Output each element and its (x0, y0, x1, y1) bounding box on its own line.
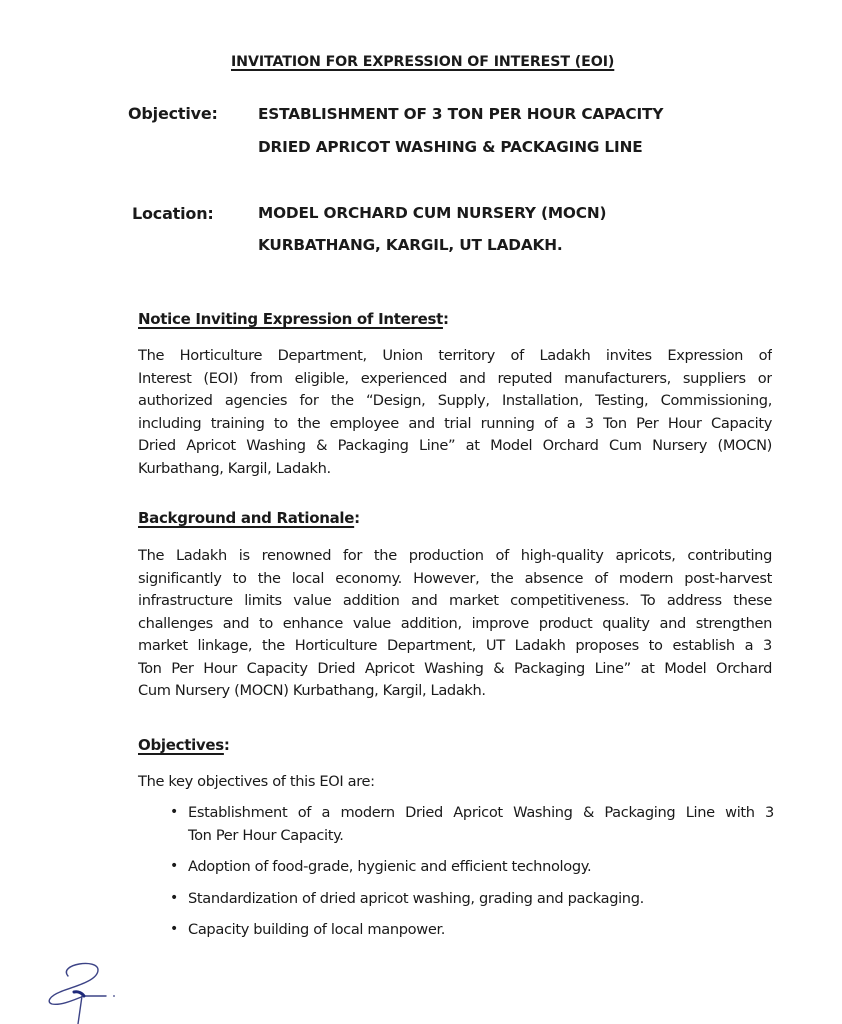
background-line: market linkage, the Horticulture Department, UT Ladakh proposes to establish a 3 (138, 637, 772, 654)
background-heading-text: Background and Rationale (138, 509, 355, 527)
objectives-heading (138, 736, 230, 754)
objectives-heading-text: Objectives (138, 736, 224, 754)
objective-item (170, 919, 774, 942)
objective-line-2: DRIED APRICOT WASHING & PACKAGING LINE (258, 138, 643, 156)
background-line: Cum Nursery (MOCN) Kurbathang, Kargil, Ladakh. (138, 682, 486, 699)
background-paragraph (138, 545, 772, 703)
objective-label: Objective: (128, 104, 218, 123)
bullet-icon: • (170, 858, 178, 874)
location-label: Location: (132, 204, 214, 223)
notice-line: The Horticulture Department, Union territory of Ladakh invites Expression of (138, 347, 772, 364)
objective-item-text: Adoption of food-grade, hygienic and efficient technology. (188, 858, 592, 875)
document-title: INVITATION FOR EXPRESSION OF INTEREST (EOI) (231, 54, 615, 70)
notice-heading (138, 310, 449, 328)
objective-item (170, 888, 774, 911)
notice-heading-text: Notice Inviting Expression of Interest (138, 310, 443, 328)
background-line: significantly to the local economy. However, the absence of modern post-harvest (138, 569, 772, 587)
objectives-intro: The key objectives of this EOI are: (138, 773, 375, 790)
background-heading (138, 509, 360, 527)
notice-line: Interest (EOI) from eligible, experienced and reputed manufacturers, suppliers or (138, 369, 772, 387)
notice-line: Kurbathang, Kargil, Ladakh. (138, 459, 331, 477)
location-line-1: MODEL ORCHARD CUM NURSERY (MOCN) (258, 204, 607, 222)
bullet-icon: • (170, 921, 178, 937)
objective-item (170, 802, 774, 847)
notice-line: authorized agencies for the “Design, Supply, Installation, Testing, Commissioning, (138, 392, 772, 409)
background-line: Ton Per Hour Capacity Dried Apricot Washing & Packaging Line” at Model Orchard (138, 659, 772, 677)
notice-heading-colon: : (442, 310, 449, 328)
notice-line: including training to the employee and trial running of a 3 Ton Per Hour Capacity (138, 414, 772, 432)
background-line: The Ladakh is renowned for the production of high-quality apricots, contributing (138, 547, 772, 564)
objective-item (170, 856, 774, 879)
notice-line: Dried Apricot Washing & Packaging Line” at Model Orchard Cum Nursery (MOCN) (138, 437, 772, 454)
notice-paragraph (138, 345, 772, 480)
bullet-icon: • (170, 804, 178, 820)
objective-line-1: ESTABLISHMENT OF 3 TON PER HOUR CAPACITY (258, 105, 664, 123)
objective-item-text: Standardization of dried apricot washing, grading and packaging. (188, 889, 644, 907)
objective-item-text: Ton Per Hour Capacity. (188, 826, 344, 844)
objectives-list (170, 802, 774, 942)
background-line: challenges and to enhance value addition, improve product quality and strengthen (138, 614, 772, 632)
objectives-heading-colon: : (223, 736, 230, 754)
background-heading-colon: : (354, 509, 360, 527)
location-line-2: KURBATHANG, KARGIL, UT LADAKH. (258, 236, 563, 254)
signature-icon (28, 958, 128, 1024)
objective-item-text: Establishment of a modern Dried Apricot Washing & Packaging Line with 3 (188, 804, 774, 821)
objective-item-text: Capacity building of local manpower. (188, 921, 446, 938)
bullet-icon: • (170, 889, 178, 906)
background-line: infrastructure limits value addition and market competitiveness. To address these (138, 592, 772, 609)
